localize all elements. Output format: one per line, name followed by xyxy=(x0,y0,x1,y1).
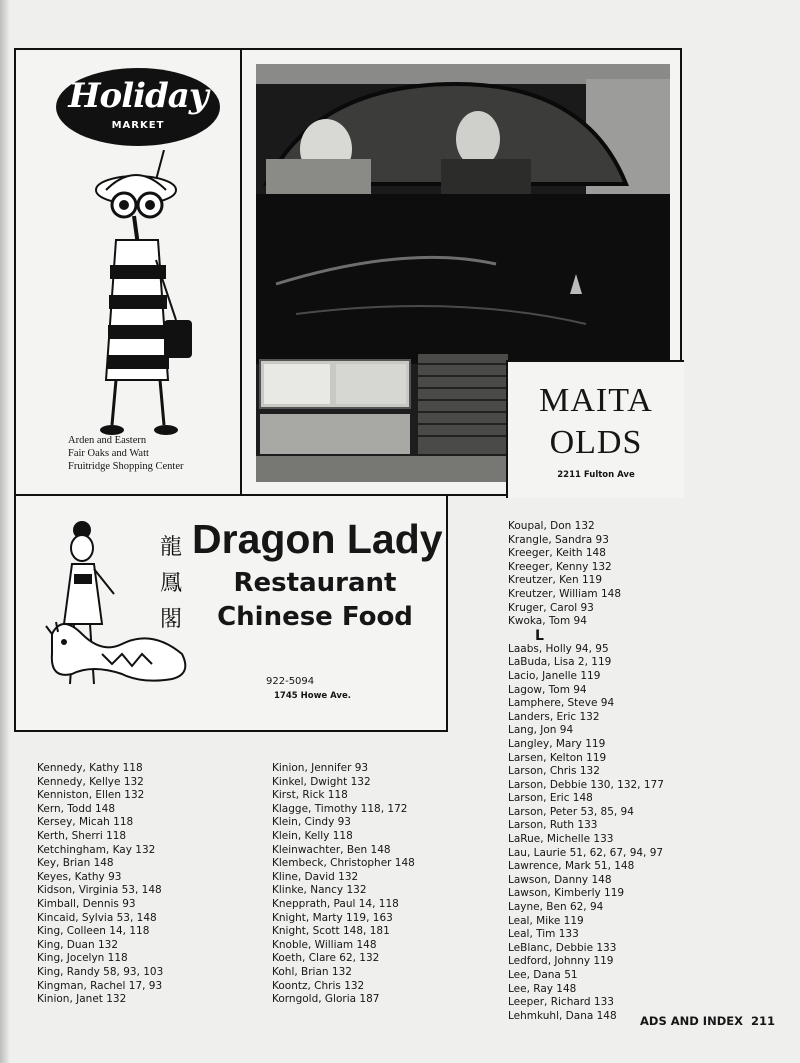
index-entry: Kinion, Jennifer 93 xyxy=(272,762,369,774)
index-entry: Kimball, Dennis 93 xyxy=(37,897,136,910)
index-entry: Klein, Cindy 93 xyxy=(272,816,351,829)
index-column-3 xyxy=(508,520,664,1023)
index-entry: Koontz, Chris 132 xyxy=(272,979,365,992)
index-entry: King, Colleen 14, 118 xyxy=(37,925,150,938)
index-entry: Larson, Debbie 130, 132, 177 xyxy=(508,778,664,791)
index-entry: Kersey, Micah 118 xyxy=(37,816,134,829)
index-entry: Klagge, Timothy 118, 172 xyxy=(272,802,408,815)
index-entry: Landers, Eric 132 xyxy=(508,710,600,723)
index-entry: Lau, Laurie 51, 62, 67, 94, 97 xyxy=(508,846,664,859)
svg-text:龍: 龍 xyxy=(160,535,183,560)
index-entry: Knepprath, Paul 14, 118 xyxy=(272,897,399,910)
index-entry: LeBlanc, Debbie 133 xyxy=(508,941,617,954)
index-entry: Kreutzer, William 148 xyxy=(508,587,622,600)
maita-line2: OLDS xyxy=(549,424,643,461)
index-entry: Lang, Jon 94 xyxy=(508,724,574,737)
holiday-locations xyxy=(68,434,184,473)
index-entry: Lee, Ray 148 xyxy=(508,982,577,995)
dragon-lady-address: 1745 Howe Ave. xyxy=(274,691,351,701)
index-entry: Kleinwachter, Ben 148 xyxy=(272,843,391,856)
index-entry: Kincaid, Sylvia 53, 148 xyxy=(37,911,157,924)
index-entry: LaBuda, Lisa 2, 119 xyxy=(508,656,612,669)
index-entry: Korngold, Gloria 187 xyxy=(272,993,380,1006)
index-entry: King, Randy 58, 93, 103 xyxy=(37,965,164,978)
index-entry: Kinion, Janet 132 xyxy=(37,993,127,1006)
dragon-lady-title: Dragon Lady xyxy=(192,516,443,562)
index-entry: Keyes, Kathy 93 xyxy=(37,870,122,883)
svg-text:鳳: 鳳 xyxy=(160,571,183,596)
index-entry: Lagow, Tom 94 xyxy=(508,683,587,696)
location-line: Fruitridge Shopping Center xyxy=(68,461,184,472)
maita-line1: MAITA xyxy=(539,382,653,419)
dragon-lady-restaurant: Restaurant xyxy=(233,568,397,598)
maita-olds-label xyxy=(506,360,684,498)
index-entry: Kirst, Rick 118 xyxy=(272,789,348,802)
index-entry: Kreutzer, Ken 119 xyxy=(508,574,603,587)
index-entry: Lehmkuhl, Dana 148 xyxy=(508,1009,617,1022)
index-entry: Lee, Dana 51 xyxy=(508,969,578,981)
index-entry: Kreeger, Keith 148 xyxy=(508,547,606,560)
index-entry: Lawson, Danny 148 xyxy=(508,873,612,886)
index-entry: Leeper, Richard 133 xyxy=(508,996,614,1009)
index-entry: King, Duan 132 xyxy=(37,938,119,951)
index-entry: Lamphere, Steve 94 xyxy=(508,697,615,710)
index-entry: LaRue, Michelle 133 xyxy=(508,833,614,846)
index-entry: Kerth, Sherri 118 xyxy=(37,829,127,842)
dragon-lady-illustration xyxy=(42,514,202,700)
holiday-market-logo xyxy=(56,68,220,146)
dragon-lady-phone: 922-5094 xyxy=(266,676,315,687)
index-entry: Larson, Chris 132 xyxy=(508,765,600,778)
index-column-1 xyxy=(37,762,163,1007)
dragon-lady-cuisine: Chinese Food xyxy=(217,602,413,632)
index-entry: Knight, Marty 119, 163 xyxy=(272,911,393,924)
page-binding-shadow xyxy=(0,0,10,1063)
index-entry: Kennedy, Kathy 118 xyxy=(37,762,143,774)
index-entry: Koupal, Don 132 xyxy=(508,520,595,532)
maita-address: 2211 Fulton Ave xyxy=(557,470,635,480)
index-entry: Knight, Scott 148, 181 xyxy=(272,925,390,938)
holiday-market-ad xyxy=(14,48,242,496)
index-entry: Klein, Kelly 118 xyxy=(272,829,353,842)
holiday-logo-sub: MARKET xyxy=(111,120,165,131)
index-entry: Leal, Mike 119 xyxy=(508,914,584,927)
index-entry: Klinke, Nancy 132 xyxy=(272,884,367,897)
index-column-2 xyxy=(272,762,415,1007)
index-entry: Kern, Todd 148 xyxy=(37,802,116,815)
index-entry: Klembeck, Christopher 148 xyxy=(272,857,415,870)
index-letter-heading: L xyxy=(535,627,544,644)
index-entry: Knoble, William 148 xyxy=(272,938,377,951)
index-entry: Laabs, Holly 94, 95 xyxy=(508,642,609,655)
index-entry: Kidson, Virginia 53, 148 xyxy=(37,884,162,897)
index-entry: Kohl, Brian 132 xyxy=(272,965,352,978)
index-entry: Ledford, Johnny 119 xyxy=(508,955,614,968)
index-entry: Krangle, Sandra 93 xyxy=(508,533,609,546)
holiday-logo-name: Holiday xyxy=(68,76,208,116)
location-line: Fair Oaks and Watt xyxy=(68,448,149,459)
index-entry: Kennedy, Kellye 132 xyxy=(37,775,144,788)
index-entry: Koeth, Clare 62, 132 xyxy=(272,952,380,965)
index-entry: Larson, Peter 53, 85, 94 xyxy=(508,805,634,818)
index-entry: Kenniston, Ellen 132 xyxy=(37,789,145,802)
index-entry: Kruger, Carol 93 xyxy=(508,601,594,614)
index-entry: Kingman, Rachel 17, 93 xyxy=(37,979,163,992)
dragon-lady-ad xyxy=(14,494,448,732)
svg-text:閣: 閣 xyxy=(160,607,183,632)
index-entry: Kline, David 132 xyxy=(272,870,359,883)
index-entry: Larson, Eric 148 xyxy=(508,792,593,805)
index-entry: Larson, Ruth 133 xyxy=(508,819,598,832)
index-entry: Leal, Tim 133 xyxy=(508,928,579,941)
index-entry: Lawson, Kimberly 119 xyxy=(508,887,625,900)
index-entry: Kreeger, Kenny 132 xyxy=(508,560,612,573)
page-footer xyxy=(640,1014,775,1028)
page-number: 211 xyxy=(750,1014,775,1028)
index-entry: Ketchingham, Kay 132 xyxy=(37,843,156,856)
index-entry: Lawrence, Mark 51, 148 xyxy=(508,860,635,873)
index-entry: Lacio, Janelle 119 xyxy=(508,669,601,682)
index-entry: King, Jocelyn 118 xyxy=(37,952,128,965)
index-entry: Kwoka, Tom 94 xyxy=(508,615,587,628)
footer-section: ADS AND INDEX xyxy=(640,1014,743,1028)
index-entry: Key, Brian 148 xyxy=(37,857,114,870)
index-entry: Langley, Mary 119 xyxy=(508,737,606,750)
shopper-illustration xyxy=(76,150,216,450)
index-entry: Kinkel, Dwight 132 xyxy=(272,775,371,788)
maita-olds-ad xyxy=(240,48,682,496)
index-entry: Layne, Ben 62, 94 xyxy=(508,901,604,914)
index-entry: Larsen, Kelton 119 xyxy=(508,751,607,764)
location-line: Arden and Eastern xyxy=(68,435,147,446)
